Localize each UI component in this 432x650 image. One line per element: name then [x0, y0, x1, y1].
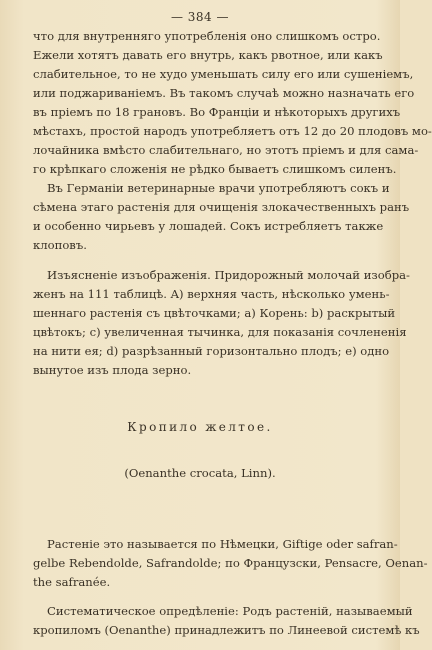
text-line: Систематическое опредѣленіе: Родъ растеній, называемый: [47, 604, 413, 618]
text-line: или поджариваніемъ. Въ такомъ случаѣ можно назначать его: [33, 86, 415, 100]
text-line: въ пріемъ по 18 грановъ. Во Франціи и нѣкоторыхъ другихъ: [33, 105, 401, 119]
text-line: цвѣтокъ; c) увеличенная тычинка, для показанія сочлененія: [33, 325, 407, 339]
text-line: лочайника вмѣсто слабительнаго, но этотъ пріемъ и для сама-: [33, 143, 419, 157]
text-line: the safranée.: [33, 575, 111, 589]
text-line: gelbe Rebendolde, Safrandolde; по Французски, Pensacre, Oenan-: [33, 556, 428, 570]
text-line: слабительное, то не худо уменьшать силу его или сушеніемъ,: [33, 67, 414, 81]
text-line: Растеніе это называется по Нѣмецки, Giftige oder safran-: [47, 537, 398, 551]
text-line: го крѣпкаго сложенія не рѣдко бываетъ слишкомъ силенъ.: [33, 162, 397, 176]
latin-name: (Oenanthe crocata, Linn).: [124, 466, 276, 480]
text-line: что для внутренняго употребленія оно слишкомъ остро.: [33, 29, 381, 43]
text-line: мѣстахъ, простой народъ употребляетъ отъ 12 до 20 плодовъ мо-: [33, 124, 432, 138]
text-line: шеннаго растенія съ цвѣточками; a) Корень: b) раскрытый: [33, 306, 396, 320]
text-line: Изъясненіе изъображенія. Придорожный молочай изобра-: [47, 268, 410, 282]
text-line: Въ Германіи ветеринарные врачи употребляютъ сокъ и: [47, 181, 390, 195]
text-line: Ежели хотятъ давать его внутрь, какъ рвотное, или какъ: [33, 48, 383, 62]
text-line: сѣмена этаго растенія для очищенія злокачественныхъ ранъ: [33, 200, 410, 214]
text-line: женъ на 111 таблицѣ. A) верхняя часть, нѣсколько умень-: [33, 287, 390, 301]
text-line: вынутое изъ плода зерно.: [33, 363, 192, 377]
section-heading: Кропило желтое.: [127, 420, 273, 434]
text-line: кропиломъ (Oenanthe) принадлежитъ по Линеевой системѣ къ: [33, 623, 420, 637]
page-number: — 384 —: [170, 10, 230, 24]
text-line: и особенно чирьевъ у лошадей. Сокъ истребляетъ также: [33, 219, 384, 233]
text-line: на нити ея; d) разрѣзанный горизонтально плодъ; e) одно: [33, 344, 390, 358]
text-line: клоповъ.: [33, 238, 87, 252]
